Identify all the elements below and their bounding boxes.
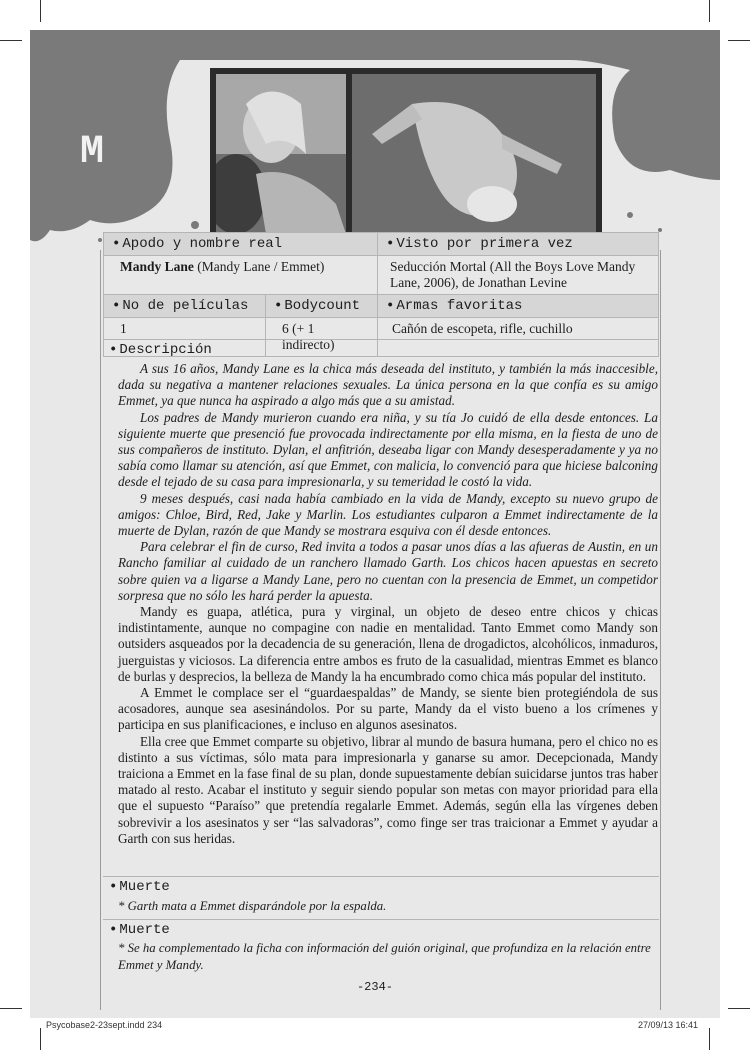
- films-header-cell: • No de películas: [104, 295, 266, 318]
- description-paragraph: 9 meses después, casi nada había cambiado en la vida de Mandy, excepto su nuevo grupo de amigos: Chloe, Bird, Red, Jake y Marlin. Los estudiantes culparon a Emmet indirectamente de la muerte de Dylan, razón de que Mandy se mostrara esquiva con él desde entonces.: [118, 490, 658, 539]
- description-paragraph: Mandy es guapa, atlética, pura y virginal, un objeto de deseo entre chicos y chicas indistintamente, aunque no compagine con nadie en mentalidad. Tanto Emmet como Mandy son outsiders asqueados por la decadencia de su generación, llena de drogadictos, alcohólicos, inmaduros, juerguistas y viciosos. La diferencia entre ambos es fruto de la casualidad, mientras Emmet es blanco de burlas y desprecios, la belleza de Mandy la ha encumbrado como chica más popular del instituto.: [118, 604, 658, 684]
- alias-rest: (Mandy Lane / Emmet): [193, 259, 325, 274]
- crop-mark: [40, 1028, 41, 1050]
- crop-mark: [40, 0, 41, 22]
- complement-note: * Se ha complementado la ficha con información del guión original, que profundiza en la relación entre Emmet y Mandy.: [118, 941, 651, 972]
- bodycount-value: 6 (+ 1 indirecto): [266, 318, 378, 357]
- seen-header: Visto por primera vez: [396, 236, 573, 252]
- page-number: -234-: [356, 980, 393, 994]
- death-header-second-label: Muerte: [119, 922, 170, 938]
- weapons-header: Armas favoritas: [396, 298, 523, 314]
- alias-header: Apodo y nombre real: [122, 236, 283, 252]
- description-header: • Descripción: [103, 339, 659, 360]
- crop-mark: [709, 0, 710, 22]
- weapons-value: Cañón de escopeta, rifle, cuchillo: [378, 318, 659, 357]
- crop-mark: [728, 1008, 750, 1009]
- death-header-second: • Muerte: [103, 919, 659, 940]
- photo-couple: [216, 74, 346, 234]
- alias-header-cell: • Apodo y nombre real: [104, 233, 378, 256]
- description-header-label: Descripción: [119, 342, 212, 358]
- photo-lying-on-grass: [352, 74, 596, 234]
- margin-line-left: [100, 250, 101, 1010]
- slug-timestamp: 27/09/13 16:41: [637, 1020, 698, 1030]
- description-paragraph: Los padres de Mandy murieron cuando era niña, y su tía Jo cuidó de ella desde entonces. La siguiente muerte que presenció fue provocada indirectamente por ella misma, en la fiesta de uno de sus compañeros de instituto. Dylan, el anfitrión, deseaba ligar con Mandy desesperadamente y ya no sabía como llamar su atención, así que Emmet, con malicia, lo convenció para que hiciese balconing desde el tejado de su casa para impresionarla, y su temeridad le costó la vida.: [118, 409, 658, 490]
- description-paragraph: Ella cree que Emmet comparte su objetivo, librar al mundo de basura humana, pero el chico no es distinto a sus víctimas, sólo mata para impresionarla y ganarse su amor. Decepcionada, Mandy traiciona a Emmet en la fase final de su plan, donde supuestamente debían suicidarse juntos tras haber matado al resto. Acabar el instituto y seguir siendo popular son metas con mayor prioridad para ella que el supuesto “Paraíso” que pretendía regalarle Emmet. Además, según ella las vírgenes deben sobrevivir a los asesinatos y ser “las salvadoras”, como finge ser tras traicionar a Emmet y ayudar a Garth con sus heridas.: [118, 733, 658, 846]
- crop-mark: [709, 1028, 710, 1050]
- crop-mark: [0, 1008, 22, 1009]
- films-header: No de películas: [122, 298, 249, 314]
- margin-line-right: [660, 250, 661, 1010]
- seen-header-cell: • Visto por primera vez: [378, 233, 659, 256]
- crop-mark: [728, 40, 750, 41]
- bodycount-header-cell: • Bodycount: [266, 295, 378, 318]
- section-letter: M: [80, 130, 103, 175]
- seen-value: Seducción Mortal (All the Boys Love Mandy Lane, 2006), de Jonathan Levine: [378, 256, 659, 295]
- photo-strip: [210, 68, 602, 240]
- weapons-header-cell: • Armas favoritas: [378, 295, 659, 318]
- description-paragraph: Para celebrar el fin de curso, Red invita a todos a pasar unos días a las afueras de Austin, en un Rancho familiar al cuidado de un ranchero llamado Garth. Los chicos hacen apuestas en secreto sobre quien va a ligarse a Mandy Lane, pero no cuentan con la presencia de Emmet, un competidor sorpresa que no sólo les hará perder la apuesta.: [118, 539, 658, 603]
- crop-mark: [0, 40, 22, 41]
- description-paragraph: A Emmet le complace ser el “guardaespaldas” de Mandy, se siente bien protegiéndola de sus acosadores, aunque sea asesinándolos. Por su parte, Mandy da el visto bueno a los crímenes y participa en sus planificaciones, e incluso en algunos asesinatos.: [118, 685, 658, 733]
- death-note: * Garth mata a Emmet disparándole por la espalda.: [118, 899, 387, 913]
- films-value: 1: [104, 318, 266, 357]
- bodycount-header: Bodycount: [284, 298, 361, 314]
- description-paragraph: A sus 16 años, Mandy Lane es la chica más deseada del instituto, y también la más inaccesible, dada su negativa a mantener relaciones sexuales. La única persona en la que confía es su amigo Emmet, ya que nunca ha aspirado a algo más que a su amistad.: [118, 361, 658, 409]
- death-header-label: Muerte: [119, 879, 170, 895]
- death-header: • Muerte: [103, 876, 659, 897]
- alias-value-cell: [104, 256, 378, 295]
- alias-name: Mandy Lane: [120, 259, 194, 274]
- slug-filename: Psycobase2-23sept.indd 234: [46, 1020, 163, 1030]
- description-body: [118, 361, 658, 847]
